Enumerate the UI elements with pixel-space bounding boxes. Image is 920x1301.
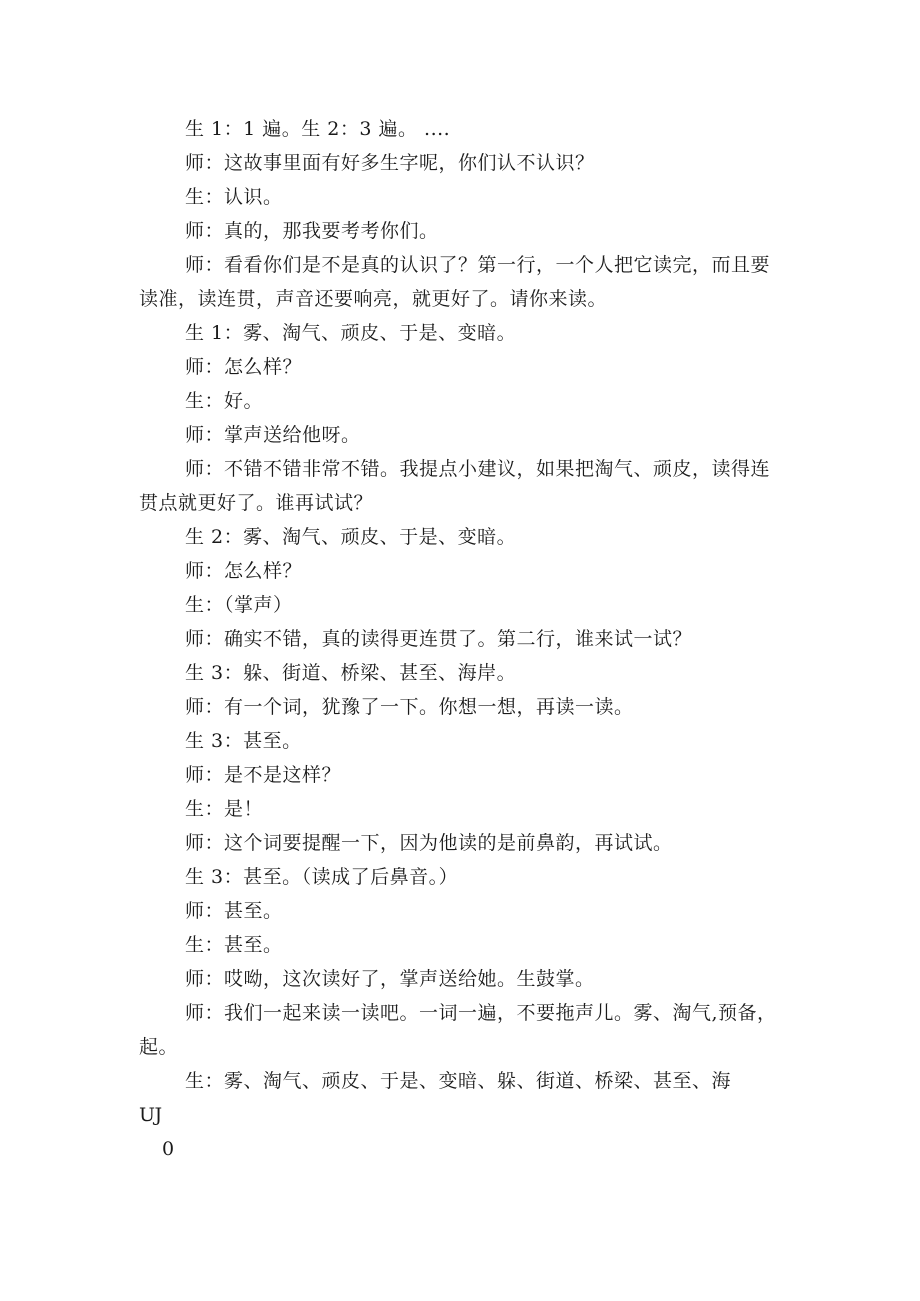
paragraph: 师：看看你们是不是真的认识了？第一行，一个人把它读完，而且要读准，读连贯，声音还要响亮，就更好了。请你来读。 (139, 254, 771, 310)
paragraph: 师：甚至。 (185, 900, 283, 922)
paragraph: 生：认识。 (185, 186, 283, 208)
paragraph: 师：怎么样？ (185, 560, 303, 582)
trailing-fragment: 0 (162, 1138, 175, 1160)
paragraph: 师：是不是这样？ (185, 764, 342, 786)
paragraph: 师：我们一起来读一读吧。一词一遍，不要拖声儿。雾、淘气,预备，起。 (139, 1002, 777, 1058)
paragraph: 师：有一个词，犹豫了一下。你想一想，再读一读。 (185, 696, 634, 718)
paragraph: 生：（掌声） (185, 594, 293, 616)
paragraph: 生：甚至。 (185, 934, 283, 956)
paragraph: 生：是！ (185, 798, 264, 820)
paragraph: 师：这故事里面有好多生字呢，你们认不认识？ (185, 152, 595, 174)
paragraph: 生：雾、淘气、顽皮、于是、变暗、躲、街道、桥梁、甚至、海 (185, 1070, 732, 1092)
paragraph: 师：确实不错，真的读得更连贯了。第二行，谁来试一试？ (185, 628, 693, 650)
paragraph: 师：这个词要提醒一下，因为他读的是前鼻韵，再试试。 (185, 832, 673, 854)
paragraph: 生 3：甚至。 (185, 730, 302, 752)
paragraph: 生 1：1 遍。生 2：3 遍。 .... (185, 118, 451, 140)
paragraph: 生 1：雾、淘气、顽皮、于是、变暗。 (185, 322, 517, 344)
paragraph: 师：怎么样？ (185, 356, 303, 378)
paragraph: 师：真的，那我要考考你们。 (185, 220, 439, 242)
document-body (139, 112, 779, 1166)
paragraph: 师：哎呦，这次读好了，掌声送给她。生鼓掌。 (185, 968, 595, 990)
paragraph: 生 3：躲、街道、桥梁、甚至、海岸。 (185, 662, 517, 684)
paragraph: 师：掌声送给他呀。 (185, 424, 361, 446)
paragraph: 生：好。 (185, 390, 264, 412)
paragraph: 生 3：甚至。（读成了后鼻音。） (185, 866, 459, 888)
paragraph: 生 2：雾、淘气、顽皮、于是、变暗。 (185, 526, 517, 548)
trailing-fragment: UJ (139, 1104, 163, 1126)
paragraph: 师：不错不错非常不错。我提点小建议，如果把淘气、顽皮，读得连贯点就更好了。谁再试试？ (139, 458, 771, 514)
